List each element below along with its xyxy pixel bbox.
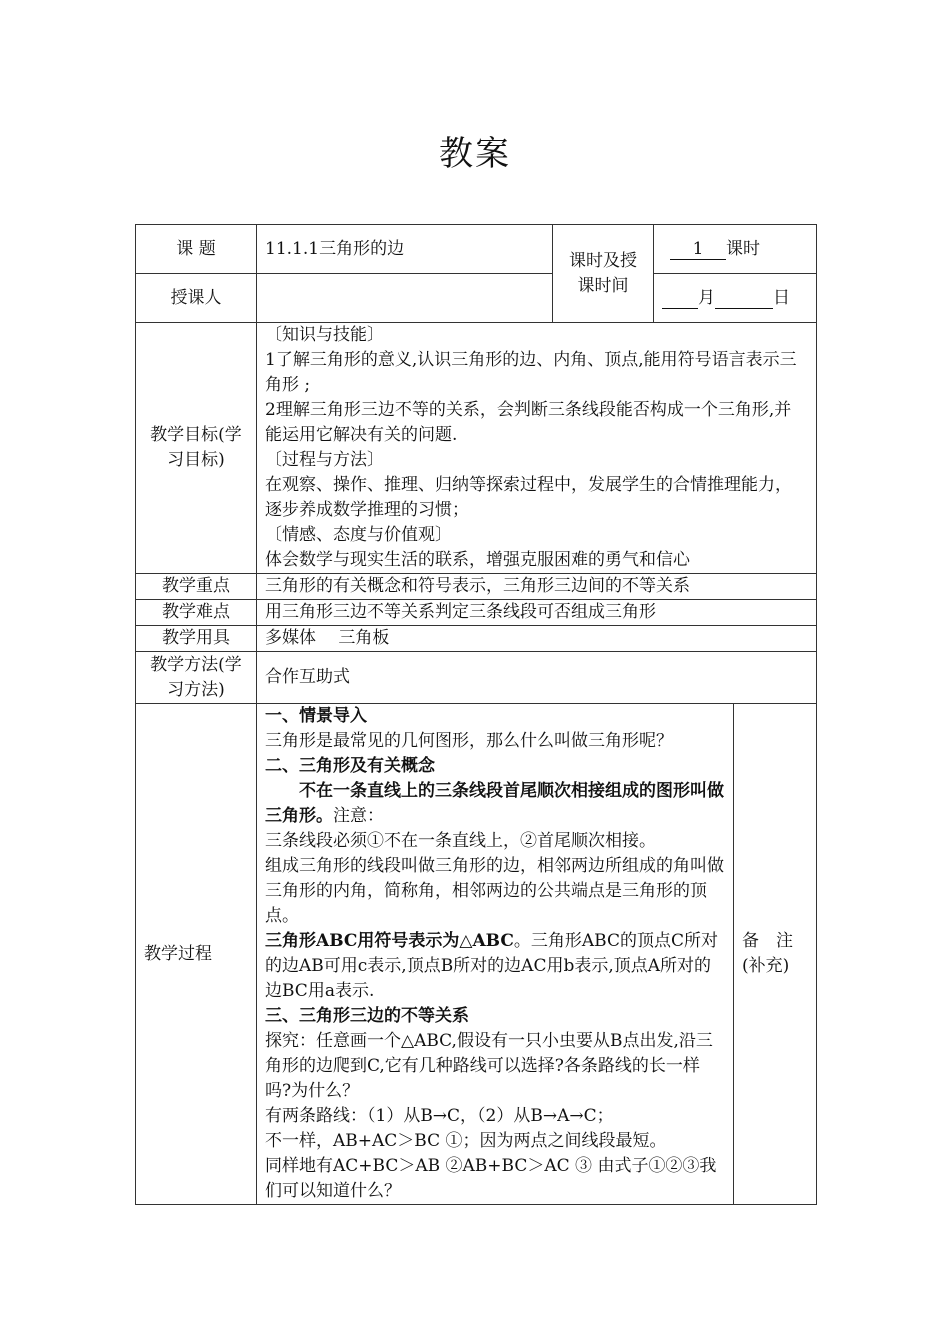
difficulty-value: 用三角形三边不等关系判定三条线段可否组成三角形 (257, 600, 817, 626)
key-label: 教学重点 (136, 574, 257, 600)
goals-content (257, 323, 817, 574)
process-text: 组成三角形的线段叫做三角形的边，相邻两边所组成的角叫做三角形的内角，简称角，相邻两边的公共端点是三角形的顶点。 (265, 856, 724, 926)
process-text: 探究：任意画一个△ABC,假设有一只小虫要从B点出发,沿三角形的边爬到C,它有几种路线可以选择?各条路线的长一样吗?为什么？ (265, 1031, 713, 1101)
process-text: 有两条路线：（1）从B→C，（2）从B→A→C； (265, 1106, 614, 1126)
goals-line: 〔情感、态度与价值观〕 (265, 525, 452, 545)
tools-label: 教学用具 (136, 626, 257, 652)
hours-value: 1 (670, 239, 726, 260)
date-cell (654, 274, 817, 323)
section-heading: 二、三角形及有关概念 (265, 756, 435, 776)
hours-cell (654, 225, 817, 274)
goals-line: 体会数学与现实生活的联系，增强克服困难的勇气和信心 (265, 550, 690, 570)
day-suffix: 日 (773, 287, 790, 308)
topic-label: 课 题 (136, 225, 257, 274)
process-text: 三角形是最常见的几何图形，那么什么叫做三角形呢？ (265, 731, 673, 751)
section-heading: 三、三角形三边的不等关系 (265, 1006, 469, 1026)
definition-bold: 不在一条直线上的三条线段首尾顺次相接组成的图形叫做三角形。 (265, 781, 724, 826)
topic-value: 11.1.1三角形的边 (257, 225, 553, 274)
definition-paragraph (265, 779, 725, 829)
day-blank (715, 288, 773, 309)
goals-line: 〔过程与方法〕 (265, 450, 384, 470)
key-value: 三角形的有关概念和符号表示，三角形三边间的不等关系 (257, 574, 817, 600)
symbol-bold: 三角形ABC用符号表示为△ABC (265, 931, 514, 951)
month-suffix: 月 (698, 287, 715, 308)
goals-label: 教学目标(学习目标) (136, 323, 257, 574)
teacher-label: 授课人 (136, 274, 257, 323)
process-content (257, 704, 734, 1205)
method-label: 教学方法(学习方法) (136, 652, 257, 704)
teacher-value (257, 274, 553, 323)
goals-line: 在观察、操作、推理、归纳等探索过程中，发展学生的合情推理能力，逐步养成数学推理的习惯； (265, 475, 792, 520)
tools-value: 多媒体 三角板 (257, 626, 817, 652)
lesson-plan-table (135, 224, 817, 1205)
definition-tail: 注意： (333, 806, 384, 826)
goals-line: 1了解三角形的意义,认识三角形的边、内角、顶点,能用符号语言表示三角形 ; (265, 350, 797, 395)
notes-label: 备 注(补充) (734, 704, 817, 1205)
time-label: 课时及授课时间 (553, 225, 654, 323)
month-blank (662, 288, 698, 309)
goals-line: 〔知识与技能〕 (265, 325, 384, 345)
method-value: 合作互助式 (257, 652, 817, 704)
process-label: 教学过程 (136, 704, 257, 1205)
symbol-paragraph (265, 929, 725, 1004)
difficulty-label: 教学难点 (136, 600, 257, 626)
process-text: 不一样，AB+AC＞BC ①；因为两点之间线段最短。 (265, 1131, 667, 1151)
section-heading: 一、情景导入 (265, 706, 367, 726)
hours-suffix: 课时 (726, 238, 760, 259)
process-text: 三条线段必须①不在一条直线上，②首尾顺次相接。 (265, 831, 656, 851)
goals-line: 2理解三角形三边不等的关系，会判断三条线段能否构成一个三角形,并能运用它解决有关的问题. (265, 400, 792, 445)
symbol-tail: 。三角形ABC的顶点C所对的边AB可用c表示,顶点B所对的边AC用b表示,顶点A所对的边BC用a表示. (265, 931, 718, 1001)
document-title: 教案 (439, 134, 511, 174)
process-text: 同样地有AC+BC＞AB ②AB+BC＞AC ③ 由式子①②③我们可以知道什么？ (265, 1156, 717, 1201)
